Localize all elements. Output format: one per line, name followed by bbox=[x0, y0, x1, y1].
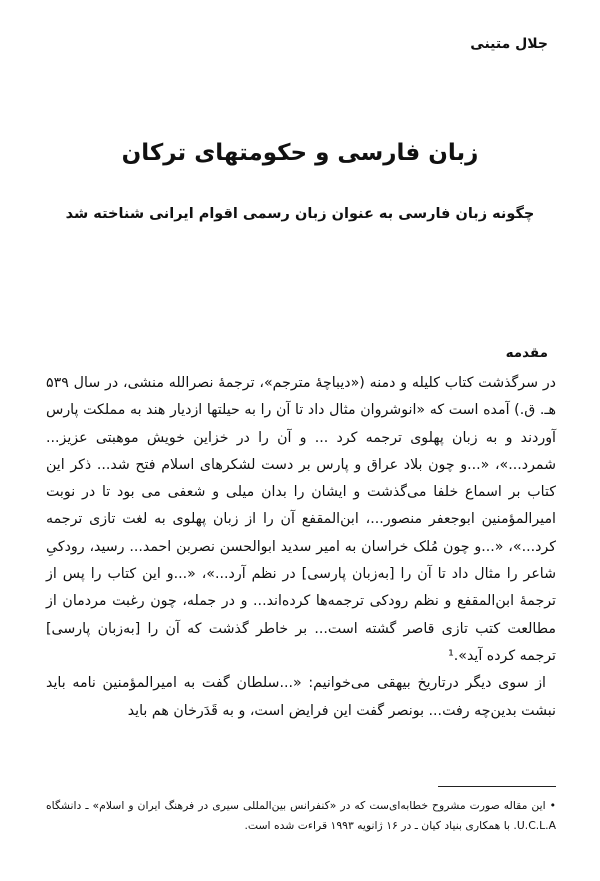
section-heading: مقدمه bbox=[505, 345, 548, 361]
body-paragraph: از سوی دیگر درتاریخ بیهقی می‌خوانیم: «...سلطان گفت به امیرالمؤمنین نامه باید نبشت بدین‌چه رفت... بونصر گفت این فرایض است، و به قَدَرخان هم باید bbox=[46, 675, 556, 719]
article-subtitle: چگونه زبان فارسی به عنوان زبان رسمی اقوام ایرانی شناخته شد bbox=[65, 206, 535, 222]
author-name: جلال متینی bbox=[470, 36, 548, 52]
article-body bbox=[46, 370, 556, 725]
article-title: زبان فارسی و حکومتهای ترکان bbox=[121, 140, 479, 166]
footnote: • این مقاله صورت مشروح خطابه‌ای‌ست که در «کنفرانس بین‌المللی سیری در فرهنگ ایران و اسلام» ـ دانشگاه U.C.L.A. با همکاری بنیاد کیان ـ در ۱۶ ژانویه ۱۹۹۳ قراءت شده است. bbox=[46, 799, 556, 832]
body-paragraph: در سرگذشت کتاب کلیله و دمنه («دیباچۀ مترجم»، ترجمۀ نصرالله منشی، در سال ۵۳۹ هـ. ق.) آمده است که «انوشروان مثال داد تا آن را به حیلتها ازدیار هند به مملکت پارس آوردند و به زبان پهلوی ترجمه کرد ... و آن را در خزاین خویش موهبتی عزیز... شمرد...»، «...و چون بلاد عراق و پارس بر دست لشکرهای اسلام فتح شد... ذکر این کتاب بر اسماع خلفا می‌گذشت و ایشان را بدان میلی و شعفی می بود تا در نوبت امیرالمؤمنین ابوجعفر منصور...، ابن‌المقفع آن را از زبان پهلوی به لغت تازی ترجمه کرد...»، «...و چون مُلک خراسان به امیر سدید ابوالحسن نصربن احمد... رسید، رودکیِ شاعر را مثال داد تا آن را [به‌زبان پارسی] در نظم آرد...»، «...و این کتاب را پس از ترجمۀ ابن‌المقفع و نظم رودکی ترجمه‌ها کرده‌اند... و در جمله، چون رغبت مردمان از مطالعت کتب تازی قاصر گشته است... بر خاطر گذشت که آن را [به‌زبان پارسی] ترجمه کرده آید».¹ bbox=[46, 375, 556, 664]
footnote-divider bbox=[438, 786, 556, 787]
